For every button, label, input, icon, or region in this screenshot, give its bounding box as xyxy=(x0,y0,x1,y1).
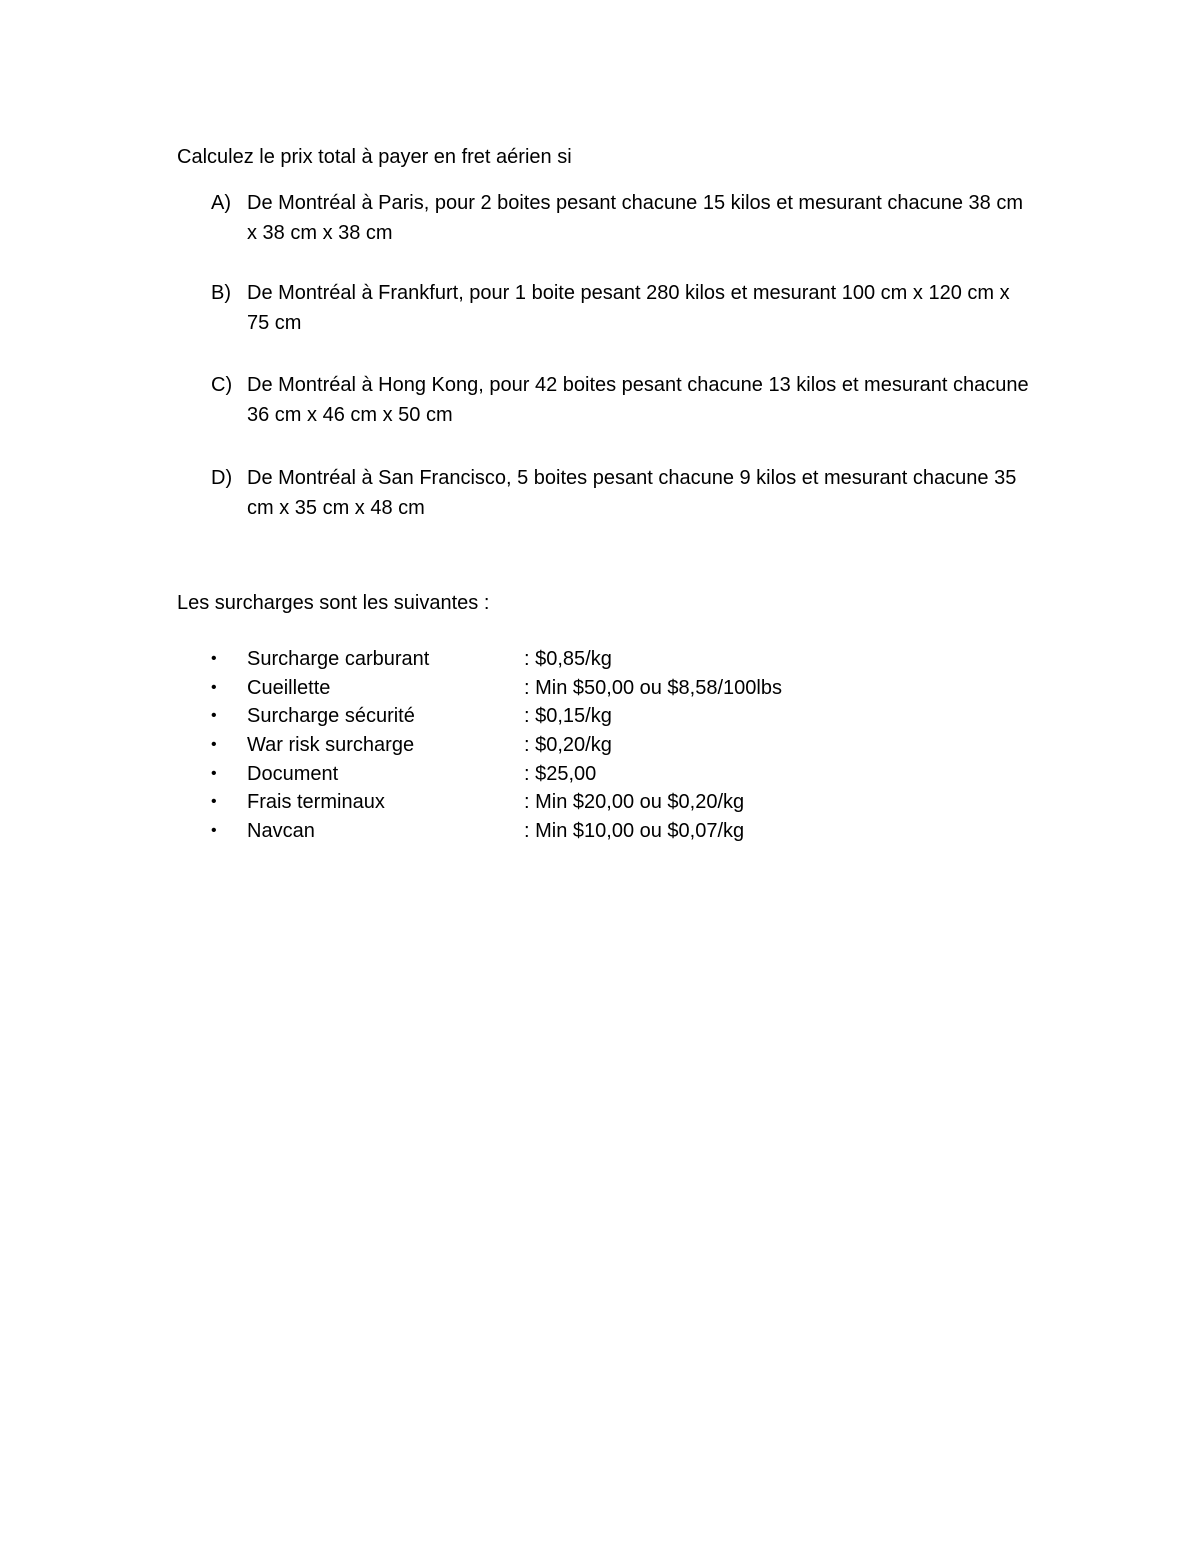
question-text: De Montréal à Hong Kong, pour 42 boites pesant chacune 13 kilos et mesurant chacune 36 cm x 46 cm x 50 cm xyxy=(247,374,1029,426)
list-item xyxy=(211,788,911,817)
surcharge-label: Surcharge carburant xyxy=(247,648,430,670)
surcharge-label: Frais terminaux xyxy=(247,791,385,814)
surcharges-heading: Les surcharges sont les suivantes : xyxy=(177,592,490,614)
bullet-icon: • xyxy=(211,822,217,840)
bullet-icon: • xyxy=(211,678,217,696)
surcharge-label: War risk surcharge xyxy=(247,734,415,757)
list-item xyxy=(211,702,911,731)
bullet-icon: • xyxy=(211,736,217,754)
question-letter: A) xyxy=(211,192,231,214)
question-text: De Montréal à San Francisco, 5 boites pesant chacune 9 kilos et mesurant chacune 35 cm x 35 cm x 48 cm xyxy=(247,467,1017,519)
question-letter: D) xyxy=(211,467,233,489)
list-item xyxy=(211,760,911,789)
question-text: De Montréal à Frankfurt, pour 1 boite pesant 280 kilos et mesurant 100 cm x 120 cm x 75 cm xyxy=(247,282,1010,334)
surcharge-list xyxy=(211,645,911,846)
list-item xyxy=(211,731,911,760)
bullet-icon: • xyxy=(211,707,217,725)
exercise-intro: Calculez le prix total à payer en fret aérien si xyxy=(177,146,572,168)
bullet-icon: • xyxy=(211,650,217,667)
surcharge-value: : Min $10,00 ou $0,07/kg xyxy=(524,820,745,843)
surcharge-label: Surcharge sécurité xyxy=(247,705,415,728)
surcharge-label: Navcan xyxy=(247,820,315,843)
surcharge-label: Document xyxy=(247,762,339,785)
list-item xyxy=(211,817,911,846)
surcharge-value: : Min $20,00 ou $0,20/kg xyxy=(524,791,745,814)
question-letter: B) xyxy=(211,282,231,304)
surcharge-value: : $0,20/kg xyxy=(524,734,612,757)
surcharge-value: : Min $50,00 ou $8,58/100lbs xyxy=(524,676,782,699)
bullet-icon: • xyxy=(211,764,217,782)
list-item xyxy=(211,674,911,703)
list-item xyxy=(211,645,911,674)
bullet-icon: • xyxy=(211,793,217,811)
question-letter: C) xyxy=(211,374,233,396)
surcharge-value: : $0,15/kg xyxy=(524,705,612,728)
surcharge-value: : $25,00 xyxy=(524,762,597,785)
surcharge-value: : $0,85/kg xyxy=(524,648,612,670)
question-text: De Montréal à Paris, pour 2 boites pesant chacune 15 kilos et mesurant chacune 38 cm x 38 cm x 38 cm xyxy=(247,192,1023,244)
surcharge-label: Cueillette xyxy=(247,676,331,699)
